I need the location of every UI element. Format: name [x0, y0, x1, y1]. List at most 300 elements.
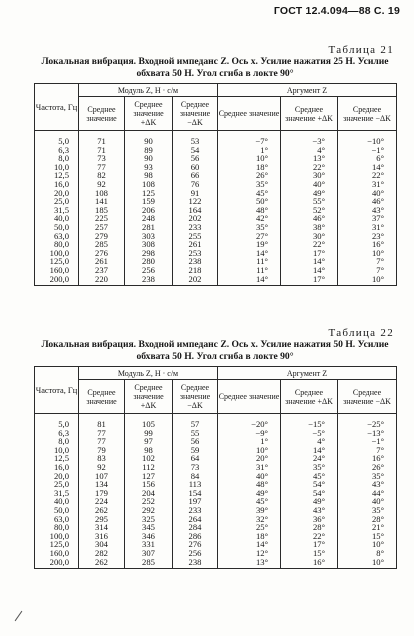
value-cell: 40°: [218, 472, 281, 481]
value-cell: 112: [125, 463, 173, 472]
value-cell: 45°: [281, 472, 338, 481]
value-cell: 42°: [218, 214, 281, 223]
value-cell: 7°: [338, 257, 397, 266]
freq-cell: 50,0: [35, 506, 79, 515]
value-cell: 17°: [281, 249, 338, 258]
value-cell: 20°: [218, 454, 281, 463]
value-cell: 14°: [281, 266, 338, 275]
value-cell: 262: [79, 558, 125, 569]
value-cell: 298: [125, 249, 173, 258]
value-cell: 253: [173, 249, 218, 258]
value-cell: 98: [125, 171, 173, 180]
freq-cell: 16,0: [35, 463, 79, 472]
value-cell: 49°: [281, 497, 338, 506]
table-row: [35, 558, 397, 569]
value-cell: 56: [173, 437, 218, 446]
value-cell: 122: [173, 197, 218, 206]
value-cell: 224: [79, 497, 125, 506]
value-cell: 238: [125, 275, 173, 286]
value-cell: 262: [79, 506, 125, 515]
value-cell: −20°: [218, 414, 281, 429]
value-cell: 60: [173, 163, 218, 172]
mean-header: Среднее значение: [218, 380, 281, 414]
value-cell: 17°: [281, 275, 338, 286]
value-cell: 261: [173, 240, 218, 249]
freq-cell: 63,0: [35, 232, 79, 241]
value-cell: 77: [79, 163, 125, 172]
value-cell: 35°: [218, 180, 281, 189]
value-cell: 43°: [281, 506, 338, 515]
value-cell: 257: [79, 223, 125, 232]
value-cell: 28°: [281, 523, 338, 532]
value-cell: −15°: [281, 414, 338, 429]
value-cell: 15°: [281, 549, 338, 558]
value-cell: 22°: [281, 532, 338, 541]
value-cell: 281: [125, 223, 173, 232]
table-row: [35, 163, 397, 172]
value-cell: 276: [79, 249, 125, 258]
value-cell: 238: [173, 257, 218, 266]
value-cell: 73: [173, 463, 218, 472]
table-row: [35, 523, 397, 532]
value-cell: 77: [79, 437, 125, 446]
value-cell: 54°: [281, 489, 338, 498]
minus-header: Среднее значение −ΔK: [173, 97, 218, 131]
freq-header: Частота, Гц: [35, 367, 79, 414]
plus-header: Среднее значение +ΔK: [281, 97, 338, 131]
freq-cell: 40,0: [35, 497, 79, 506]
plus-header: Среднее значение +ΔK: [125, 97, 173, 131]
value-cell: 345: [125, 523, 173, 532]
value-cell: 105: [125, 414, 173, 429]
value-cell: 22°: [281, 163, 338, 172]
value-cell: 233: [173, 506, 218, 515]
value-cell: 13°: [281, 154, 338, 163]
value-cell: 52°: [281, 206, 338, 215]
value-cell: 202: [173, 275, 218, 286]
freq-cell: 6,3: [35, 146, 79, 155]
value-cell: 303: [125, 232, 173, 241]
value-cell: 11°: [218, 257, 281, 266]
value-cell: 134: [79, 480, 125, 489]
value-cell: 83: [79, 454, 125, 463]
plus-header: Среднее значение +ΔK: [281, 380, 338, 414]
value-cell: 36°: [281, 515, 338, 524]
freq-cell: 5,0: [35, 131, 79, 146]
freq-cell: 100,0: [35, 532, 79, 541]
table-row: [35, 189, 397, 198]
value-cell: 255: [173, 232, 218, 241]
value-cell: 40°: [281, 180, 338, 189]
value-cell: 22°: [338, 171, 397, 180]
plus-header: Среднее значение +ΔK: [125, 380, 173, 414]
minus-header: Среднее значение −ΔK: [173, 380, 218, 414]
table-row: [35, 454, 397, 463]
freq-cell: 25,0: [35, 197, 79, 206]
table-21-title: Локальная вибрация. Входной импеданс Z. Ось x. Усилие нажатия 25 Н. Усилие обхвата 50 Н. Угол сгиба в локте 90°: [41, 56, 389, 79]
table-22-title: Локальная вибрация. Входной импеданс Z. Ось x. Усилие нажатия 50 Н. Усилие обхвата 50 Н. Угол сгиба в локте 90°: [41, 339, 389, 362]
value-cell: 179: [79, 489, 125, 498]
value-cell: 15°: [338, 532, 397, 541]
value-cell: 141: [79, 197, 125, 206]
table-21: [34, 83, 397, 286]
freq-cell: 20,0: [35, 189, 79, 198]
value-cell: 25°: [218, 523, 281, 532]
table-row: [35, 223, 397, 232]
table-row: [35, 206, 397, 215]
value-cell: −10°: [338, 131, 397, 146]
value-cell: 24°: [281, 454, 338, 463]
value-cell: 90: [125, 154, 173, 163]
value-cell: 81: [79, 414, 125, 429]
freq-cell: 200,0: [35, 275, 79, 286]
value-cell: 18°: [218, 163, 281, 172]
table-row: [35, 497, 397, 506]
value-cell: −1°: [338, 437, 397, 446]
table-22-body: [35, 414, 397, 569]
value-cell: 225: [79, 214, 125, 223]
value-cell: 286: [173, 532, 218, 541]
value-cell: 31°: [338, 180, 397, 189]
value-cell: 91: [173, 189, 218, 198]
value-cell: 79: [79, 446, 125, 455]
value-cell: 13°: [218, 558, 281, 569]
table-row: [35, 506, 397, 515]
value-cell: 54°: [281, 480, 338, 489]
table-row: [35, 540, 397, 549]
value-cell: 43°: [338, 206, 397, 215]
value-cell: 59: [173, 446, 218, 455]
freq-cell: 12,5: [35, 454, 79, 463]
mean-header: Среднее значение: [79, 97, 125, 131]
value-cell: 238: [173, 558, 218, 569]
value-cell: −13°: [338, 429, 397, 438]
value-cell: 264: [173, 515, 218, 524]
value-cell: 89: [125, 146, 173, 155]
value-cell: 10°: [338, 540, 397, 549]
value-cell: 237: [79, 266, 125, 275]
value-cell: 27°: [218, 232, 281, 241]
value-cell: 23°: [338, 232, 397, 241]
value-cell: 48°: [218, 206, 281, 215]
value-cell: 31°: [338, 223, 397, 232]
freq-cell: 8,0: [35, 154, 79, 163]
value-cell: 248: [125, 214, 173, 223]
minus-header: Среднее значение −ΔK: [338, 97, 397, 131]
value-cell: 40°: [338, 497, 397, 506]
table-22: [34, 366, 397, 569]
table-row: [35, 472, 397, 481]
freq-cell: 25,0: [35, 480, 79, 489]
table-row: [35, 429, 397, 438]
value-cell: 307: [125, 549, 173, 558]
value-cell: 14°: [338, 163, 397, 172]
mean-header: Среднее значение: [79, 380, 125, 414]
value-cell: 10°: [218, 154, 281, 163]
value-cell: 7°: [338, 446, 397, 455]
value-cell: 30°: [281, 232, 338, 241]
value-cell: 49°: [218, 489, 281, 498]
value-cell: 16°: [338, 454, 397, 463]
value-cell: 92: [79, 180, 125, 189]
freq-cell: 160,0: [35, 266, 79, 275]
value-cell: 284: [173, 523, 218, 532]
value-cell: 77: [79, 429, 125, 438]
value-cell: 26°: [338, 463, 397, 472]
table-row: [35, 146, 397, 155]
value-cell: 102: [125, 454, 173, 463]
value-cell: 206: [125, 206, 173, 215]
table-21-number: Таблица 21: [328, 44, 394, 56]
value-cell: 252: [125, 497, 173, 506]
value-cell: 197: [173, 497, 218, 506]
value-cell: 285: [125, 558, 173, 569]
value-cell: 280: [125, 257, 173, 266]
modulus-header: Модуль Z, Н · с/м: [79, 367, 218, 380]
value-cell: −1°: [338, 146, 397, 155]
table-row: [35, 154, 397, 163]
value-cell: 66: [173, 171, 218, 180]
table-21-body: [35, 131, 397, 286]
freq-cell: 8,0: [35, 437, 79, 446]
value-cell: 16°: [281, 558, 338, 569]
modulus-header: Модуль Z, Н · с/м: [79, 84, 218, 97]
value-cell: 71: [79, 146, 125, 155]
value-cell: 92: [79, 463, 125, 472]
value-cell: 71: [79, 131, 125, 146]
value-cell: 276: [173, 540, 218, 549]
value-cell: 325: [125, 515, 173, 524]
value-cell: 154: [173, 489, 218, 498]
argument-header: Аргумент Z: [218, 367, 397, 380]
value-cell: 10°: [218, 446, 281, 455]
value-cell: 279: [79, 232, 125, 241]
value-cell: 43°: [338, 480, 397, 489]
value-cell: 4°: [281, 437, 338, 446]
value-cell: 14°: [281, 257, 338, 266]
table-row: [35, 463, 397, 472]
value-cell: 35°: [281, 463, 338, 472]
value-cell: 28°: [338, 515, 397, 524]
freq-cell: 12,5: [35, 171, 79, 180]
value-cell: 4°: [281, 146, 338, 155]
freq-cell: 10,0: [35, 446, 79, 455]
value-cell: 202: [173, 214, 218, 223]
value-cell: 35°: [218, 223, 281, 232]
freq-header: Частота, Гц: [35, 84, 79, 131]
value-cell: 113: [173, 480, 218, 489]
table-row: [35, 414, 397, 429]
table-row: [35, 549, 397, 558]
value-cell: 16°: [338, 240, 397, 249]
value-cell: 93: [125, 163, 173, 172]
table-row: [35, 532, 397, 541]
mean-header: Среднее значение: [218, 97, 281, 131]
value-cell: 35°: [338, 506, 397, 515]
value-cell: 56: [173, 154, 218, 163]
value-cell: 53: [173, 131, 218, 146]
value-cell: 256: [125, 266, 173, 275]
value-cell: 14°: [218, 249, 281, 258]
table-row: [35, 515, 397, 524]
value-cell: 64: [173, 454, 218, 463]
value-cell: −25°: [338, 414, 397, 429]
table-row: [35, 437, 397, 446]
value-cell: 346: [125, 532, 173, 541]
value-cell: 30°: [281, 171, 338, 180]
freq-cell: 200,0: [35, 558, 79, 569]
value-cell: 304: [79, 540, 125, 549]
table-row: [35, 180, 397, 189]
value-cell: 12°: [218, 549, 281, 558]
value-cell: 19°: [218, 240, 281, 249]
value-cell: 14°: [218, 275, 281, 286]
value-cell: 314: [79, 523, 125, 532]
value-cell: 1°: [218, 437, 281, 446]
value-cell: 35°: [338, 472, 397, 481]
argument-header: Аргумент Z: [218, 84, 397, 97]
value-cell: −7°: [218, 131, 281, 146]
freq-cell: 40,0: [35, 214, 79, 223]
value-cell: 17°: [281, 540, 338, 549]
value-cell: 8°: [338, 549, 397, 558]
freq-cell: 63,0: [35, 515, 79, 524]
table-row: [35, 257, 397, 266]
value-cell: 261: [79, 257, 125, 266]
value-cell: 14°: [281, 446, 338, 455]
freq-cell: 5,0: [35, 414, 79, 429]
value-cell: 107: [79, 472, 125, 481]
freq-cell: 31,5: [35, 206, 79, 215]
value-cell: −5°: [281, 429, 338, 438]
value-cell: 90: [125, 131, 173, 146]
value-cell: −9°: [218, 429, 281, 438]
value-cell: 49°: [281, 189, 338, 198]
value-cell: 82: [79, 171, 125, 180]
table-row: [35, 214, 397, 223]
freq-cell: 125,0: [35, 257, 79, 266]
table-row: [35, 480, 397, 489]
freq-cell: 16,0: [35, 180, 79, 189]
value-cell: 73: [79, 154, 125, 163]
freq-cell: 160,0: [35, 549, 79, 558]
value-cell: 99: [125, 429, 173, 438]
value-cell: 108: [79, 189, 125, 198]
value-cell: 156: [125, 480, 173, 489]
value-cell: 38°: [281, 223, 338, 232]
value-cell: 127: [125, 472, 173, 481]
minus-header: Среднее значение −ΔK: [338, 380, 397, 414]
value-cell: 40°: [338, 189, 397, 198]
value-cell: 285: [79, 240, 125, 249]
value-cell: 282: [79, 549, 125, 558]
freq-cell: 80,0: [35, 240, 79, 249]
value-cell: 98: [125, 446, 173, 455]
table-row: [35, 249, 397, 258]
value-cell: 292: [125, 506, 173, 515]
value-cell: 308: [125, 240, 173, 249]
table-row: [35, 489, 397, 498]
table-row: [35, 197, 397, 206]
value-cell: 50°: [218, 197, 281, 206]
value-cell: 295: [79, 515, 125, 524]
freq-cell: 50,0: [35, 223, 79, 232]
pen-mark: [15, 611, 23, 621]
freq-cell: 20,0: [35, 472, 79, 481]
value-cell: 220: [79, 275, 125, 286]
value-cell: −3°: [281, 131, 338, 146]
freq-cell: 10,0: [35, 163, 79, 172]
value-cell: 185: [79, 206, 125, 215]
value-cell: 316: [79, 532, 125, 541]
value-cell: 22°: [281, 240, 338, 249]
value-cell: 108: [125, 180, 173, 189]
value-cell: 14°: [218, 540, 281, 549]
freq-cell: 100,0: [35, 249, 79, 258]
value-cell: 46°: [338, 197, 397, 206]
table-row: [35, 171, 397, 180]
freq-cell: 6,3: [35, 429, 79, 438]
value-cell: 164: [173, 206, 218, 215]
value-cell: 44°: [338, 489, 397, 498]
value-cell: 11°: [218, 266, 281, 275]
value-cell: 256: [173, 549, 218, 558]
value-cell: 7°: [338, 266, 397, 275]
page-header: ГОСТ 12.4.094—88 С. 19: [273, 5, 400, 17]
value-cell: 37°: [338, 214, 397, 223]
table-row: [35, 131, 397, 146]
table-22-number: Таблица 22: [328, 327, 394, 339]
value-cell: 54: [173, 146, 218, 155]
value-cell: 84: [173, 472, 218, 481]
value-cell: 10°: [338, 275, 397, 286]
freq-cell: 80,0: [35, 523, 79, 532]
value-cell: 218: [173, 266, 218, 275]
value-cell: 57: [173, 414, 218, 429]
value-cell: 26°: [218, 171, 281, 180]
value-cell: 21°: [338, 523, 397, 532]
value-cell: 18°: [218, 532, 281, 541]
freq-cell: 31,5: [35, 489, 79, 498]
value-cell: 31°: [218, 463, 281, 472]
value-cell: 331: [125, 540, 173, 549]
value-cell: 48°: [218, 480, 281, 489]
value-cell: 32°: [218, 515, 281, 524]
table-row: [35, 446, 397, 455]
value-cell: 6°: [338, 154, 397, 163]
value-cell: 233: [173, 223, 218, 232]
value-cell: 10°: [338, 558, 397, 569]
value-cell: 39°: [218, 506, 281, 515]
value-cell: 159: [125, 197, 173, 206]
value-cell: 45°: [218, 189, 281, 198]
table-row: [35, 232, 397, 241]
table-row: [35, 266, 397, 275]
value-cell: 97: [125, 437, 173, 446]
value-cell: 1°: [218, 146, 281, 155]
value-cell: 204: [125, 489, 173, 498]
value-cell: 55: [173, 429, 218, 438]
table-row: [35, 240, 397, 249]
value-cell: 10°: [338, 249, 397, 258]
value-cell: 46°: [281, 214, 338, 223]
value-cell: 45°: [218, 497, 281, 506]
table-row: [35, 275, 397, 286]
freq-cell: 125,0: [35, 540, 79, 549]
value-cell: 125: [125, 189, 173, 198]
value-cell: 55°: [281, 197, 338, 206]
value-cell: 76: [173, 180, 218, 189]
